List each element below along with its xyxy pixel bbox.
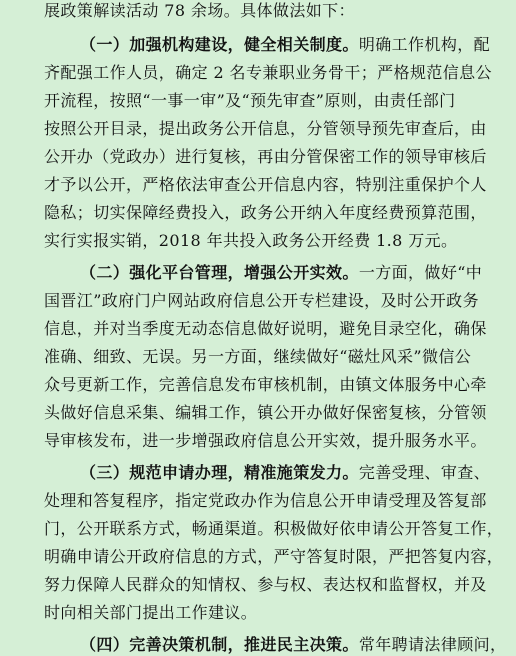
section-one-line: （一）加强机构建设，健全相关制度。明确工作机构，配 [80,35,491,54]
text-line: 导审核发布，进一步增强政府信息公开实效，提升服务水平。 [44,431,487,450]
text-line: 众号更新工作，完善信息发布审核机制，由镇文体服务中心牵 [44,375,487,394]
section-two-line: （二）强化平台管理，增强公开实效。一方面，做好“中 [80,263,483,282]
section-heading: （一）加强机构建设，健全相关制度。 [80,35,359,54]
section-heading: （四）完善决策机制，推进民主决策。 [80,635,359,654]
text-line: 按照公开目录，提出政务公开信息，分管领导预先审查后，由 [44,119,487,138]
text-line: 公开办（党政办）进行复核，再由分管保密工作的领导审核后 [44,147,487,166]
text-line: 开流程，按照“一事一审”及“预先审查”原则，由责任部门 [44,91,456,110]
section-four-line: （四）完善决策机制，推进民主决策。常年聘请法律顾问， [80,635,507,654]
text-line: 齐配强工作人员，确定 2 名专兼职业务骨干；严格规范信息公 [44,63,492,82]
section-heading: （三）规范申请办理，精准施策发力。 [80,463,359,482]
text-line: 头做好信息采集、编辑工作，镇公开办做好保密复核，分管领 [44,403,487,422]
text-line: 门，公开联系方式，畅通渠道。积极做好依申请公开答复工作， [44,519,504,538]
text-line: 才予以公开，严格依法审查公开信息内容，特别注重保护个人 [44,175,487,194]
text-line: 处理和答复程序，指定党政办作为信息公开申请受理及答复部 [44,491,487,510]
section-three-line: （三）规范申请办理，精准施策发力。完善受理、审查、 [80,463,491,482]
text-line: 准确、细致、无误。另一方面，继续做好“磁灶风采”微信公 [44,347,472,366]
text-line: 明确申请公开政府信息的方式，严守答复时限，严把答复内容， [44,547,504,566]
text-line: 实行实报实销，2018 年共投入政务公开经费 1.8 万元。 [44,231,458,250]
text-line: 时向相关部门提出工作建议。 [44,603,258,622]
text-line: 信息，并对当季度无动态信息做好说明，避免目录空化，确保 [44,319,487,338]
text-line: 展政策解读活动 78 余场。具体做法如下： [44,1,355,20]
text-line: 努力保障人民群众的知情权、参与权、表达权和监督权，并及 [44,575,487,594]
text-line: 隐私；切实保障经费投入，政务公开纳入年度经费预算范围， [44,203,487,222]
text-line: 国晋江”政府门户网站政府信息公开专栏建设，及时公开政务 [44,291,479,310]
section-heading: （二）强化平台管理，增强公开实效。 [80,263,359,282]
